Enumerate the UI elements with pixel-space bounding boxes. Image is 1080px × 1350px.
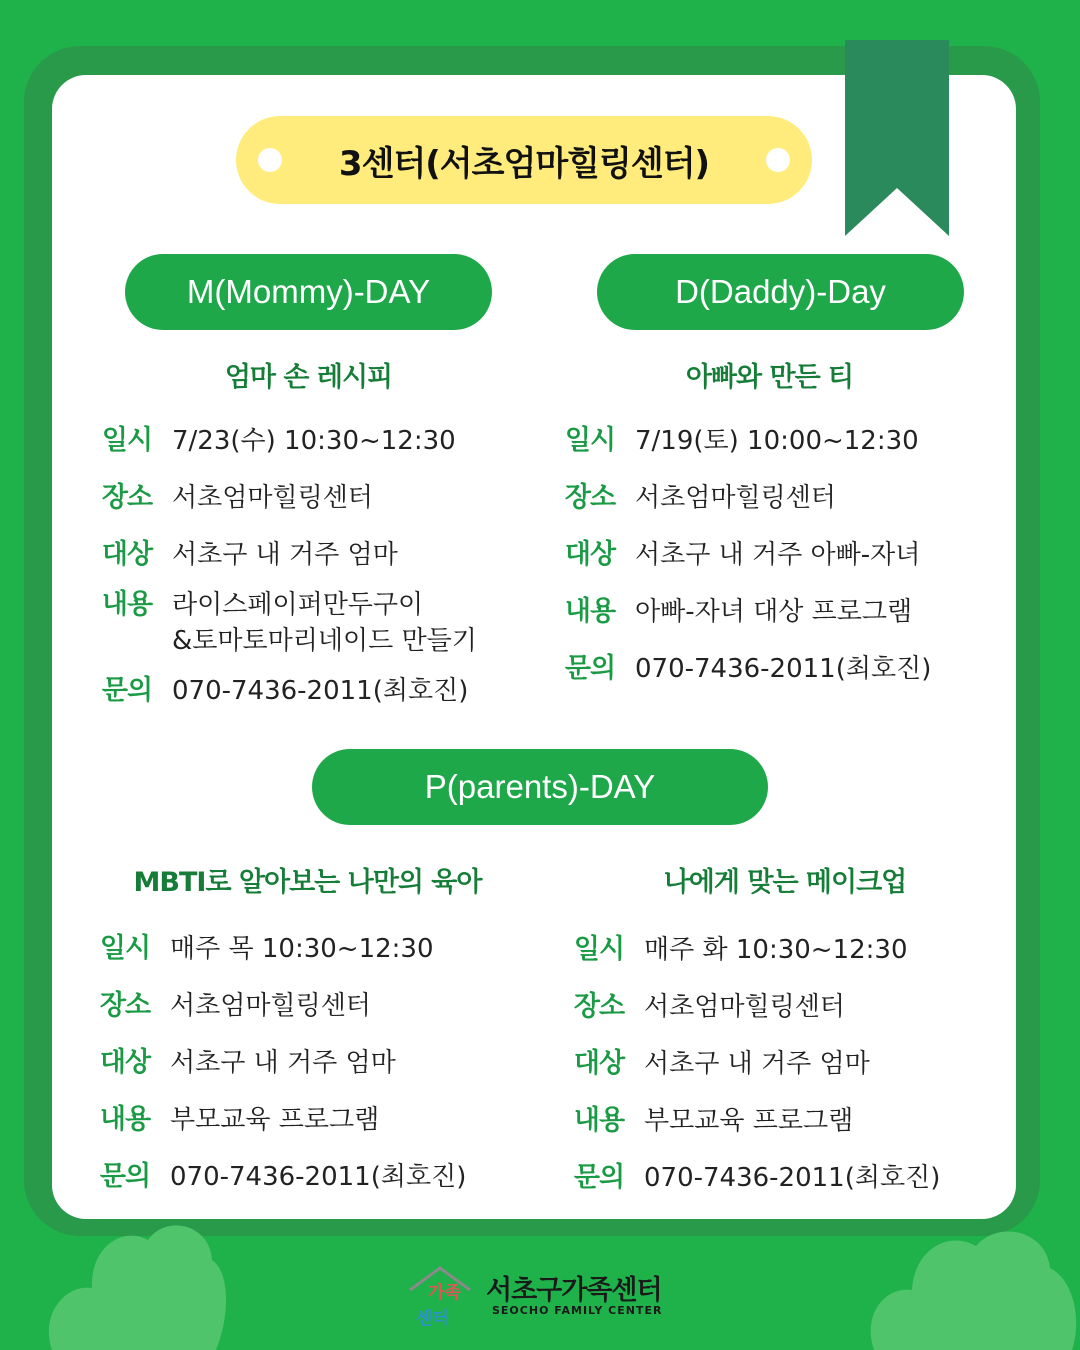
- info-row: [90, 673, 477, 709]
- info-row: [553, 537, 931, 573]
- dot-icon: [258, 148, 282, 172]
- info-label: 일시: [101, 425, 153, 456]
- info-label: 문의: [101, 675, 153, 706]
- logo-mark-bottom: 센터: [416, 1309, 449, 1329]
- info-value: 070-7436-2011(최호진): [170, 1162, 467, 1192]
- info-label: 내용: [101, 589, 153, 620]
- parents-left-subtitle: MBTI로 알아보는 나만의 육아: [133, 867, 482, 898]
- info-value: 7/23(수) 10:30~12:30: [172, 426, 456, 456]
- info-row: [90, 480, 477, 516]
- mommy-day-badge: M(Mommy)-DAY: [125, 254, 492, 330]
- info-row: [553, 651, 931, 687]
- info-row: [553, 480, 931, 516]
- info-row: [88, 1159, 466, 1195]
- info-value: 서초구 내 거주 엄마: [170, 1048, 396, 1078]
- info-label: 일시: [564, 425, 616, 456]
- info-value: 070-7436-2011(최호진): [644, 1163, 941, 1193]
- info-label: 문의: [564, 653, 616, 684]
- info-label: 장소: [573, 991, 625, 1022]
- logo-mark-top: 가족: [428, 1283, 461, 1303]
- info-row: [90, 587, 477, 659]
- center-logo: [406, 1264, 686, 1330]
- info-label: 대상: [573, 1048, 625, 1079]
- info-value: 서초구 내 거주 엄마: [644, 1049, 870, 1079]
- mommy-day-info: [90, 423, 477, 709]
- logo-name-ko: 서초구가족센터: [486, 1275, 662, 1306]
- info-row: [88, 1102, 466, 1138]
- info-value: 070-7436-2011(최호진): [635, 654, 932, 684]
- info-label: 장소: [564, 482, 616, 513]
- info-value: 070-7436-2011(최호진): [172, 676, 469, 706]
- info-row: [562, 1160, 940, 1196]
- daddy-day-info: [553, 423, 931, 687]
- info-value: 부모교육 프로그램: [644, 1106, 854, 1136]
- info-value: 서초엄마힐링센터: [635, 483, 836, 513]
- bookmark-ribbon-icon: [845, 40, 949, 236]
- info-row: [90, 423, 477, 459]
- info-value: 아빠-자녀 대상 프로그램: [635, 597, 913, 627]
- info-row: [88, 931, 466, 967]
- info-label: 문의: [99, 1161, 151, 1192]
- info-label: 대상: [564, 539, 616, 570]
- info-row: [553, 594, 931, 630]
- parents-right-subtitle: 나에게 맞는 메이크업: [663, 867, 907, 898]
- logo-name-en: SEOCHO FAMILY CENTER: [492, 1304, 663, 1317]
- title-banner: [236, 116, 812, 204]
- info-label: 대상: [99, 1047, 151, 1078]
- daddy-day-badge: D(Daddy)-Day: [597, 254, 964, 330]
- dot-icon: [766, 148, 790, 172]
- parents-day-badge: P(parents)-DAY: [312, 749, 768, 825]
- info-value-multiline: [172, 587, 477, 659]
- info-row: [88, 988, 466, 1024]
- info-row: [88, 1045, 466, 1081]
- info-label: 대상: [101, 539, 153, 570]
- info-label: 내용: [573, 1105, 625, 1136]
- info-value: 서초구 내 거주 엄마: [172, 540, 398, 570]
- info-value: 매주 화 10:30~12:30: [644, 935, 908, 965]
- info-row: [562, 1103, 940, 1139]
- info-row: [553, 423, 931, 459]
- bush-icon: [44, 1196, 226, 1350]
- info-value-line2: &토마토마리네이드 만들기: [172, 626, 477, 656]
- parents-right-info: [562, 932, 940, 1196]
- daddy-day-subtitle: 아빠와 만든 티: [685, 362, 854, 393]
- info-label: 장소: [99, 990, 151, 1021]
- info-value-line1: 라이스페이퍼만두구이: [172, 590, 424, 620]
- info-row: [90, 537, 477, 573]
- info-value: 서초엄마힐링센터: [170, 991, 371, 1021]
- info-label: 장소: [101, 482, 153, 513]
- page-title: 3센터(서초엄마힐링센터): [338, 143, 710, 184]
- info-value: 서초엄마힐링센터: [644, 992, 845, 1022]
- info-value: 부모교육 프로그램: [170, 1105, 380, 1135]
- info-value: 서초구 내 거주 아빠-자녀: [635, 540, 921, 570]
- house-logo-icon: [406, 1264, 478, 1330]
- info-value: 매주 목 10:30~12:30: [170, 934, 434, 964]
- info-value: 7/19(토) 10:00~12:30: [635, 426, 919, 456]
- info-row: [562, 989, 940, 1025]
- parents-left-info: [88, 931, 466, 1195]
- bush-icon: [868, 1220, 1080, 1350]
- info-value: 서초엄마힐링센터: [172, 483, 373, 513]
- mommy-day-subtitle: 엄마 손 레시피: [224, 362, 393, 393]
- info-label: 일시: [573, 934, 625, 965]
- info-label: 문의: [573, 1162, 625, 1193]
- info-label: 내용: [99, 1104, 151, 1135]
- info-label: 일시: [99, 933, 151, 964]
- info-label: 내용: [564, 596, 616, 627]
- info-row: [562, 1046, 940, 1082]
- info-row: [562, 932, 940, 968]
